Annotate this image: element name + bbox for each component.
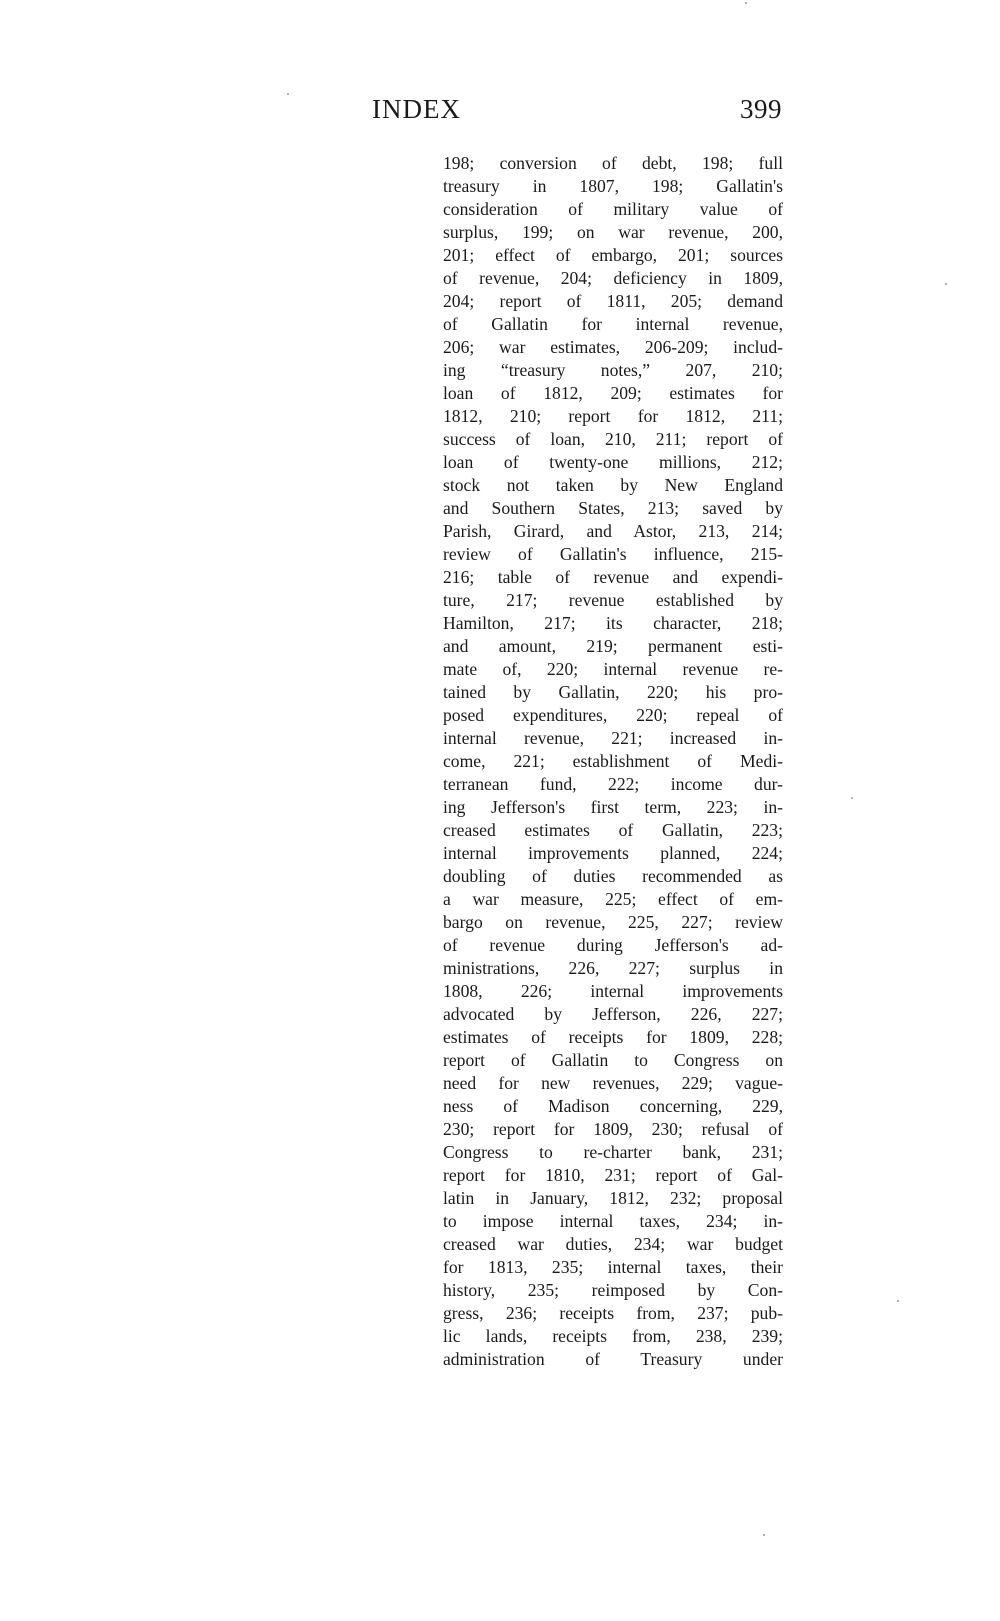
index-line: 216; table of revenue and expendi- [443, 567, 783, 587]
index-line: 206; war estimates, 206-209; includ- [443, 337, 783, 357]
index-line: report for 1810, 231; report of Gal- [443, 1165, 783, 1185]
index-line: consideration of military value of [443, 199, 783, 219]
index-line: history, 235; reimposed by Con- [443, 1280, 783, 1300]
running-head [372, 94, 782, 125]
index-line: of Gallatin for internal revenue, [443, 314, 783, 334]
scan-speck [287, 93, 289, 95]
index-line: terranean fund, 222; income dur- [443, 774, 783, 794]
index-line: administration of Treasury under [443, 1349, 783, 1369]
index-line: of revenue during Jefferson's ad- [443, 935, 783, 955]
scan-speck [897, 1300, 899, 1302]
index-line: mate of, 220; internal revenue re- [443, 659, 783, 679]
index-line: Hamilton, 217; its character, 218; [443, 613, 783, 633]
index-line: lic lands, receipts from, 238, 239; [443, 1326, 783, 1346]
index-line: report of Gallatin to Congress on [443, 1050, 783, 1070]
index-line: posed expenditures, 220; repeal of [443, 705, 783, 725]
index-line: loan of twenty-one millions, 212; [443, 452, 783, 472]
index-line: ing “treasury notes,” 207, 210; [443, 360, 783, 380]
index-line: 1812, 210; report for 1812, 211; [443, 406, 783, 426]
index-line: come, 221; establishment of Medi- [443, 751, 783, 771]
index-line: bargo on revenue, 225, 227; review [443, 912, 783, 932]
index-line: stock not taken by New England [443, 475, 783, 495]
running-title: INDEX [372, 94, 461, 124]
index-line: Parish, Girard, and Astor, 213, 214; [443, 521, 783, 541]
index-line: ness of Madison concerning, 229, [443, 1096, 783, 1116]
index-line: surplus, 199; on war revenue, 200, [443, 222, 783, 242]
scan-speck [745, 2, 747, 4]
index-line: ture, 217; revenue established by [443, 590, 783, 610]
index-line: advocated by Jefferson, 226, 227; [443, 1004, 783, 1024]
index-line: for 1813, 235; internal taxes, their [443, 1257, 783, 1277]
index-line: ing Jefferson's first term, 223; in- [443, 797, 783, 817]
index-line: and Southern States, 213; saved by [443, 498, 783, 518]
index-line: success of loan, 210, 211; report of [443, 429, 783, 449]
index-line: 230; report for 1809, 230; refusal of [443, 1119, 783, 1139]
index-line: 201; effect of embargo, 201; sources [443, 245, 783, 265]
index-line: creased estimates of Gallatin, 223; [443, 820, 783, 840]
index-line: internal improvements planned, 224; [443, 843, 783, 863]
index-line: latin in January, 1812, 232; proposal [443, 1188, 783, 1208]
index-line: of revenue, 204; deficiency in 1809, [443, 268, 783, 288]
index-line: need for new revenues, 229; vague- [443, 1073, 783, 1093]
index-line: 204; report of 1811, 205; demand [443, 291, 783, 311]
index-line: and amount, 219; permanent esti- [443, 636, 783, 656]
index-line: loan of 1812, 209; estimates for [443, 383, 783, 403]
index-line: internal revenue, 221; increased in- [443, 728, 783, 748]
index-line: treasury in 1807, 198; Gallatin's [443, 176, 783, 196]
index-line: a war measure, 225; effect of em- [443, 889, 783, 909]
index-line: to impose internal taxes, 234; in- [443, 1211, 783, 1231]
index-line: Congress to re-charter bank, 231; [443, 1142, 783, 1162]
page-number: 399 [740, 94, 782, 124]
index-line: 1808, 226; internal improvements [443, 981, 783, 1001]
index-line: doubling of duties recommended as [443, 866, 783, 886]
scan-speck [945, 283, 947, 285]
index-line: 198; conversion of debt, 198; full [443, 153, 783, 173]
index-line: gress, 236; receipts from, 237; pub- [443, 1303, 783, 1323]
index-line: review of Gallatin's influence, 215- [443, 544, 783, 564]
index-line: estimates of receipts for 1809, 228; [443, 1027, 783, 1047]
index-entry-column [443, 152, 783, 1371]
index-line: ministrations, 226, 227; surplus in [443, 958, 783, 978]
index-line: tained by Gallatin, 220; his pro- [443, 682, 783, 702]
index-line: creased war duties, 234; war budget [443, 1234, 783, 1254]
scan-speck [851, 797, 853, 799]
scan-speck [763, 1534, 765, 1536]
